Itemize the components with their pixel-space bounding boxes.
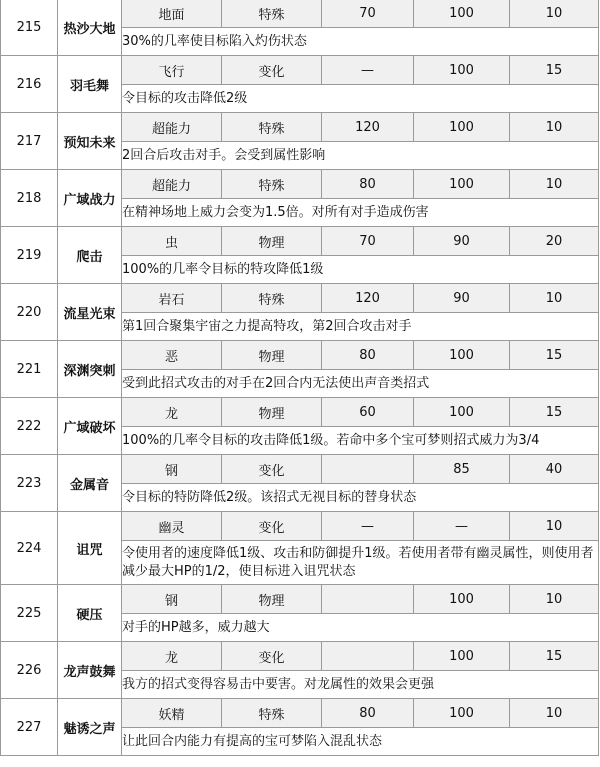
move-category: 特殊 bbox=[222, 0, 322, 28]
move-description: 对手的HP越多，威力越大 bbox=[122, 614, 599, 642]
move-row bbox=[1, 585, 599, 614]
move-number: 226 bbox=[1, 642, 58, 699]
move-number: 216 bbox=[1, 56, 58, 113]
move-number: 217 bbox=[1, 113, 58, 170]
move-row bbox=[1, 227, 599, 256]
move-category: 变化 bbox=[222, 56, 322, 85]
move-number: 224 bbox=[1, 512, 58, 585]
move-name: 羽毛舞 bbox=[58, 56, 122, 113]
move-accuracy: 90 bbox=[414, 284, 510, 313]
move-description: 100%的几率令目标的特攻降低1级 bbox=[122, 256, 599, 284]
move-row bbox=[1, 170, 599, 199]
move-power: 120 bbox=[322, 284, 414, 313]
move-accuracy: 100 bbox=[414, 0, 510, 28]
move-power bbox=[322, 455, 414, 484]
move-description: 让此回合内能力有提高的宝可梦陷入混乱状态 bbox=[122, 728, 599, 756]
move-category: 物理 bbox=[222, 227, 322, 256]
move-accuracy: 100 bbox=[414, 398, 510, 427]
move-pp: 10 bbox=[510, 699, 599, 728]
move-description: 受到此招式攻击的对手在2回合内无法使出声音类招式 bbox=[122, 370, 599, 398]
move-row bbox=[1, 455, 599, 484]
move-power bbox=[322, 642, 414, 671]
move-category: 物理 bbox=[222, 585, 322, 614]
move-power: — bbox=[322, 512, 414, 541]
move-accuracy: 100 bbox=[414, 642, 510, 671]
move-accuracy: — bbox=[414, 512, 510, 541]
move-category: 变化 bbox=[222, 642, 322, 671]
move-pp: 15 bbox=[510, 642, 599, 671]
move-pp: 10 bbox=[510, 284, 599, 313]
move-type: 岩石 bbox=[122, 284, 222, 313]
move-type: 虫 bbox=[122, 227, 222, 256]
move-name: 深渊突刺 bbox=[58, 341, 122, 398]
move-description: 令目标的特防降低2级。该招式无视目标的替身状态 bbox=[122, 484, 599, 512]
move-name: 龙声鼓舞 bbox=[58, 642, 122, 699]
move-type: 钢 bbox=[122, 455, 222, 484]
move-description: 30%的几率使目标陷入灼伤状态 bbox=[122, 28, 599, 56]
move-number: 219 bbox=[1, 227, 58, 284]
move-power: 80 bbox=[322, 170, 414, 199]
move-description: 令目标的攻击降低2级 bbox=[122, 85, 599, 113]
move-accuracy: 100 bbox=[414, 56, 510, 85]
move-type: 妖精 bbox=[122, 699, 222, 728]
move-description: 在精神场地上威力会变为1.5倍。对所有对手造成伤害 bbox=[122, 199, 599, 227]
move-description: 第1回合聚集宇宙之力提高特攻，第2回合攻击对手 bbox=[122, 313, 599, 341]
move-description: 2回合后攻击对手。会受到属性影响 bbox=[122, 142, 599, 170]
move-name: 硬压 bbox=[58, 585, 122, 642]
move-number: 225 bbox=[1, 585, 58, 642]
move-name: 诅咒 bbox=[58, 512, 122, 585]
move-type: 地面 bbox=[122, 0, 222, 28]
move-row bbox=[1, 113, 599, 142]
move-number: 227 bbox=[1, 699, 58, 756]
move-accuracy: 90 bbox=[414, 227, 510, 256]
move-pp: 15 bbox=[510, 398, 599, 427]
move-pp: 10 bbox=[510, 113, 599, 142]
move-description: 令使用者的速度降低1级、攻击和防御提升1级。若使用者带有幽灵属性，则使用者减少最大HP的1/2，使目标进入诅咒状态 bbox=[122, 541, 599, 585]
move-name: 广域战力 bbox=[58, 170, 122, 227]
move-pp: 10 bbox=[510, 585, 599, 614]
move-row bbox=[1, 512, 599, 541]
move-category: 物理 bbox=[222, 398, 322, 427]
move-row bbox=[1, 341, 599, 370]
move-category: 物理 bbox=[222, 341, 322, 370]
move-description: 我方的招式变得容易击中要害。对龙属性的效果会更强 bbox=[122, 671, 599, 699]
move-row bbox=[1, 398, 599, 427]
move-row bbox=[1, 642, 599, 671]
move-accuracy: 100 bbox=[414, 699, 510, 728]
move-power: 70 bbox=[322, 0, 414, 28]
move-pp: 10 bbox=[510, 170, 599, 199]
move-accuracy: 100 bbox=[414, 585, 510, 614]
move-accuracy: 100 bbox=[414, 341, 510, 370]
move-power: 70 bbox=[322, 227, 414, 256]
move-pp: 40 bbox=[510, 455, 599, 484]
move-accuracy: 85 bbox=[414, 455, 510, 484]
move-power: — bbox=[322, 56, 414, 85]
move-pp: 10 bbox=[510, 512, 599, 541]
move-power: 120 bbox=[322, 113, 414, 142]
move-type: 钢 bbox=[122, 585, 222, 614]
move-category: 特殊 bbox=[222, 170, 322, 199]
move-power: 60 bbox=[322, 398, 414, 427]
move-type: 恶 bbox=[122, 341, 222, 370]
move-pp: 15 bbox=[510, 341, 599, 370]
move-type: 飞行 bbox=[122, 56, 222, 85]
move-row bbox=[1, 284, 599, 313]
move-name: 金属音 bbox=[58, 455, 122, 512]
move-row bbox=[1, 56, 599, 85]
move-description: 100%的几率令目标的攻击降低1级。若命中多个宝可梦则招式威力为3/4 bbox=[122, 427, 599, 455]
move-category: 变化 bbox=[222, 455, 322, 484]
move-pp: 20 bbox=[510, 227, 599, 256]
move-power: 80 bbox=[322, 699, 414, 728]
move-type: 龙 bbox=[122, 642, 222, 671]
move-name: 流星光束 bbox=[58, 284, 122, 341]
move-category: 特殊 bbox=[222, 699, 322, 728]
move-accuracy: 100 bbox=[414, 170, 510, 199]
move-type: 超能力 bbox=[122, 113, 222, 142]
move-number: 220 bbox=[1, 284, 58, 341]
move-row bbox=[1, 699, 599, 728]
move-number: 222 bbox=[1, 398, 58, 455]
move-category: 特殊 bbox=[222, 113, 322, 142]
move-category: 特殊 bbox=[222, 284, 322, 313]
move-name: 爬击 bbox=[58, 227, 122, 284]
move-pp: 15 bbox=[510, 56, 599, 85]
move-number: 215 bbox=[1, 0, 58, 56]
move-category: 变化 bbox=[222, 512, 322, 541]
move-type: 超能力 bbox=[122, 170, 222, 199]
move-number: 221 bbox=[1, 341, 58, 398]
move-name: 预知未来 bbox=[58, 113, 122, 170]
move-number: 223 bbox=[1, 455, 58, 512]
move-power: 80 bbox=[322, 341, 414, 370]
move-name: 魅诱之声 bbox=[58, 699, 122, 756]
move-row bbox=[1, 0, 599, 28]
move-number: 218 bbox=[1, 170, 58, 227]
move-type: 龙 bbox=[122, 398, 222, 427]
move-pp: 10 bbox=[510, 0, 599, 28]
move-name: 热沙大地 bbox=[58, 0, 122, 56]
move-name: 广域破坏 bbox=[58, 398, 122, 455]
move-type: 幽灵 bbox=[122, 512, 222, 541]
move-accuracy: 100 bbox=[414, 113, 510, 142]
move-power bbox=[322, 585, 414, 614]
